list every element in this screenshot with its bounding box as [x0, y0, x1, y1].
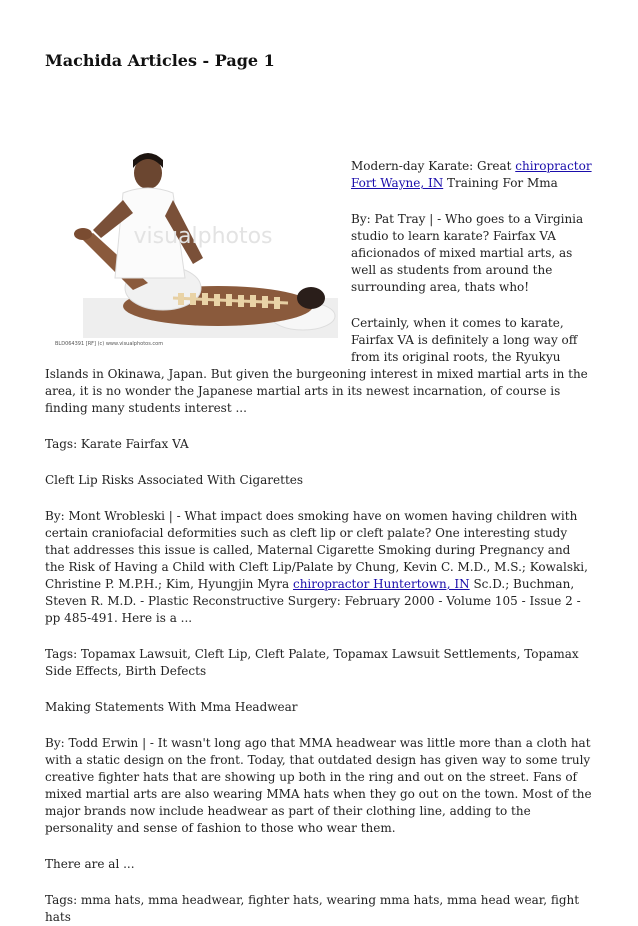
article-2-body-suffix: Sc.D.; Buchman, Steven R. M.D. - Plastic Reconstructive Surgery: February 2000 - Volume 105 - Issue 2 - pp 485-491. Here is a ... [45, 577, 581, 625]
article-2 [45, 472, 593, 680]
article-1-title-text: Modern-day Karate: Great [351, 159, 516, 173]
article-3 [45, 699, 593, 926]
article-3-tags: Tags: mma hats, mma headwear, fighter hats, wearing mma hats, mma head wear, fight hats [45, 893, 580, 924]
article-2-body-text: By: Mont Wrobleski | - What impact does smoking have on women having children with certain craniofacial deformities such as cleft lip or cleft palate? One interesting study that addresses this issue is called, Maternal Cigarette Smoking during Pregnancy and the Risk of Having a Child with Cleft Lip/Palate by Chung, Kevin C. M.D., M.S.; Kowalski, Christine P. M.P.H.; Kim, Hyungjin Myra [45, 509, 588, 591]
page-title: Machida Articles - Page 1 [45, 51, 275, 70]
article-1-body: Certainly, when it comes to karate, Fairfax VA is definitely a long way off from its original roots, the Ryukyu Islands in Okinawa, Japan. But given the burgeoning interest in mixed martial arts in the area, it is no wonder the Japanese martial arts in its newest incarnation, of course is finding many students interest ... [45, 316, 588, 415]
article-2-tags: Tags: Topamax Lawsuit, Cleft Lip, Cleft Palate, Topamax Lawsuit Settlements, Topamax Side Effects, Birth Defects [45, 647, 579, 678]
article-list [45, 138, 593, 926]
article-2-title: Cleft Lip Risks Associated With Cigarettes [45, 473, 304, 487]
chiropractor-fort-wayne-link[interactable]: chiropractor Fort Wayne, IN [351, 159, 592, 190]
article-1-tags: Tags: Karate Fairfax VA [45, 437, 189, 451]
photo-watermark: visualphotos [133, 224, 273, 249]
article-1-intro: By: Pat Tray | - Who goes to a Virginia studio to learn karate? Fairfax VA aficionados of mixed martial arts, as well as students from around the surrounding area, thats who! [351, 212, 584, 294]
article-3-body: By: Todd Erwin | - It wasn't long ago that MMA headwear was little more than a cloth hat with a static design on the front. Today, that outdated design has given way to some truly creative fighter hats that are showing up both in the ring and out on the street. Fans of mixed martial arts are also wearing MMA hats when they go out on the town. Most of the major brands now include headwear as part of their clothing line, adding to the personality and sense of fashion to those who wear them. [45, 736, 592, 835]
photo-illustration [53, 138, 338, 348]
article-1-title-suffix: Training For Mma [443, 176, 558, 190]
chiropractor-huntertown-link[interactable]: chiropractor Huntertown, IN [292, 577, 470, 591]
article-3-continuation: There are al ... [45, 857, 135, 871]
photo-caption: BLD064391 [RF] (c) www.visualphotos.com [55, 341, 164, 347]
chiropractic-photo [53, 138, 338, 348]
article-3-title: Making Statements With Mma Headwear [45, 700, 298, 714]
article-2-body [45, 508, 593, 627]
